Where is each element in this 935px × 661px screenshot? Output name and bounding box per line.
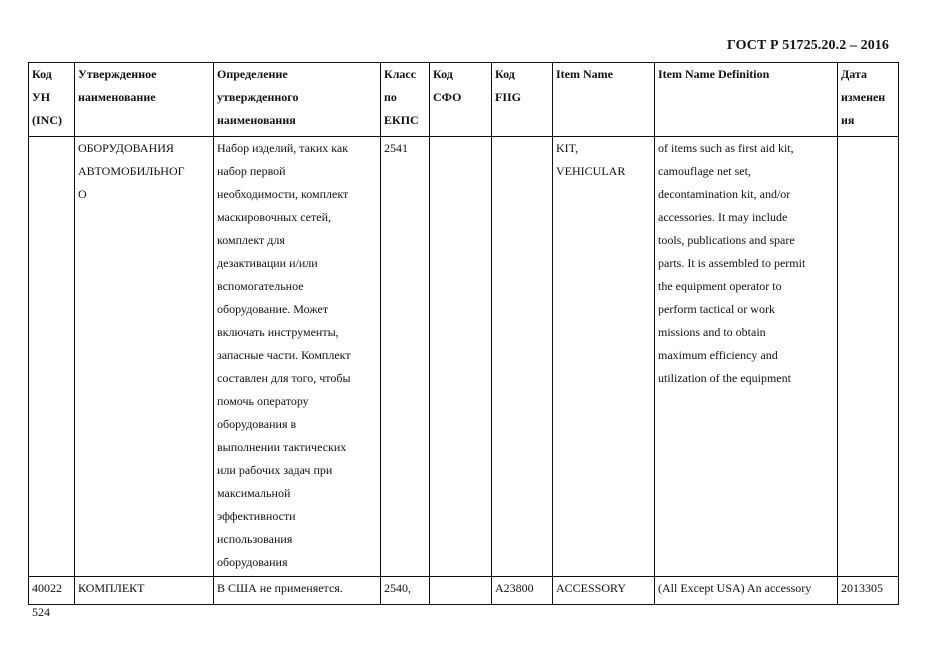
cell-approved-name: ОБОРУДОВАНИЯ АВТОМОБИЛЬНОГ О — [75, 137, 214, 577]
cell-sfo — [430, 137, 492, 577]
table-row — [29, 137, 899, 577]
column-header-sfo: Код СФО — [430, 63, 492, 137]
cell-class: 2540, — [381, 577, 430, 605]
column-header-date: Дата изменен ия — [838, 63, 899, 137]
cell-item-definition: of items such as first aid kit, camouflage net set, decontamination kit, and/or accessories. It may include tools, publications and spare parts. It is assembled to permit the equipment operator to perform tactical or work missions and to obtain maximum efficiency and utilization of the equipment — [655, 137, 838, 577]
cell-definition: Набор изделий, таких как набор первой необходимости, комплект маскировочных сетей, комплект для дезактивации и/или вспомогательное оборудование. Может включать инструменты, запасные части. Комплект составлен для того, чтобы помочь оператору оборудования в выполнении тактических или рабочих задач при максимальной эффективности использования оборудования — [214, 137, 381, 577]
table-header — [29, 63, 899, 137]
column-header-definition: Определение утвержденного наименования — [214, 63, 381, 137]
page-number: 524 — [32, 605, 50, 619]
header-row — [29, 63, 899, 137]
cell-fiig: A23800 — [492, 577, 553, 605]
cell-item-name: ACCESSORY — [553, 577, 655, 605]
table-row — [29, 577, 899, 605]
nomenclature-table — [28, 62, 899, 605]
column-header-class: Класс по ЕКПС — [381, 63, 430, 137]
document-standard-number: ГОСТ Р 51725.20.2 – 2016 — [726, 38, 889, 53]
cell-class: 2541 — [381, 137, 430, 577]
cell-approved-name: КОМПЛЕКТ — [75, 577, 214, 605]
column-header-item-name: Item Name — [553, 63, 655, 137]
cell-inc: 40022 — [29, 577, 75, 605]
cell-sfo — [430, 577, 492, 605]
cell-item-name: KIT, VEHICULAR — [553, 137, 655, 577]
column-header-item-definition: Item Name Definition — [655, 63, 838, 137]
column-header-inc: Код УН (INC) — [29, 63, 75, 137]
cell-date — [838, 137, 899, 577]
cell-fiig — [492, 137, 553, 577]
cell-inc — [29, 137, 75, 577]
cell-definition: В США не применяется. — [214, 577, 381, 605]
cell-date: 2013305 — [838, 577, 899, 605]
column-header-fiig: Код FIIG — [492, 63, 553, 137]
column-header-approved-name: Утвержденное наименование — [75, 63, 214, 137]
cell-item-definition: (All Except USA) An accessory — [655, 577, 838, 605]
